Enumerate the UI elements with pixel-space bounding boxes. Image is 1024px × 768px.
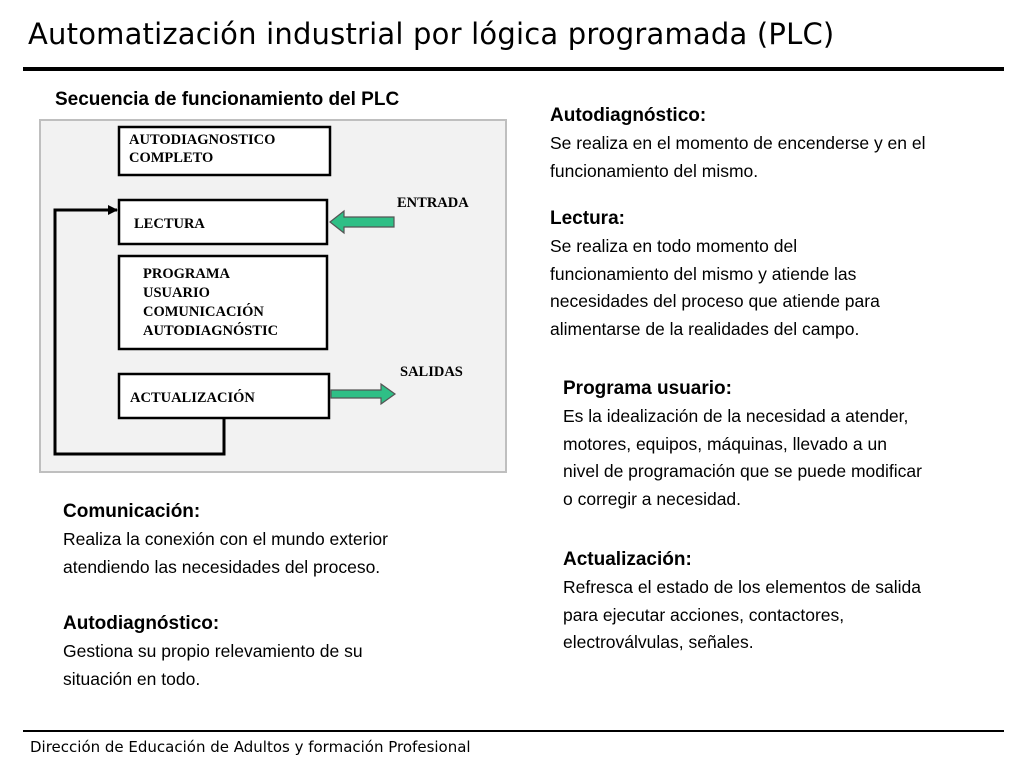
comunicacion-block	[63, 498, 388, 581]
box-programa-line-3: COMUNICACIÓN	[143, 304, 264, 320]
programa-usuario-title: Programa usuario:	[563, 378, 732, 399]
svg-text:ACTUALIZACIÓN	[130, 389, 255, 406]
autodiagnostico-block	[550, 102, 926, 185]
box-autodiagnostico-line-1: AUTODIAGNOSTICO	[129, 132, 276, 148]
output-label: SALIDAS	[400, 364, 463, 380]
box-actualizacion-line-1: ACTUALIZACIÓN	[130, 390, 255, 406]
programa-usuario-text: Es la idealización de la necesidad a atender, motores, equipos, máquinas, llevado a un nivel de programación que se puede modificar o corregir a necesidad.	[563, 406, 922, 509]
footer-rule	[23, 730, 1004, 732]
box-autodiagnostico-line-2: COMPLETO	[129, 150, 214, 166]
lectura-text: Se realiza en todo momento del funcionamiento del mismo y atiende las necesidades del proceso que atiende para alimentarse de la realidades del campo.	[550, 236, 880, 339]
input-label: ENTRADA	[397, 195, 469, 211]
autodiagnostico-text: Se realiza en el momento de encenderse y en el funcionamiento del mismo.	[550, 133, 926, 181]
autodiagnostico-gestion-text: Gestiona su propio relevamiento de su situación en todo.	[63, 641, 363, 689]
comunicacion-title: Comunicación:	[63, 501, 201, 522]
actualizacion-text: Refresca el estado de los elementos de salida para ejecutar acciones, contactores, electroválvulas, señales.	[563, 577, 921, 652]
actualizacion-block	[563, 546, 921, 657]
box-lectura-line-1: LECTURA	[134, 216, 205, 232]
section-heading: Secuencia de funcionamiento del PLC	[55, 89, 400, 110]
footer-text: Dirección de Educación de Adultos y formación Profesional	[30, 738, 471, 756]
comunicacion-text: Realiza la conexión con el mundo exterior atendiendo las necesidades del proceso.	[63, 529, 388, 577]
actualizacion-title: Actualización:	[563, 549, 692, 570]
plc-sequence-diagram	[38, 118, 508, 474]
box-programa-line-1: PROGRAMA	[143, 266, 230, 282]
title-underline	[23, 67, 1004, 71]
lectura-block	[550, 205, 880, 343]
slide-title: Automatización industrial por lógica programada (PLC)	[28, 17, 835, 51]
box-programa-line-4: AUTODIAGNÓSTIC	[143, 323, 279, 339]
box-programa-line-2: USUARIO	[143, 285, 210, 301]
lectura-title: Lectura:	[550, 208, 625, 229]
autodiagnostico-gestion-title: Autodiagnóstico:	[63, 613, 220, 634]
svg-text:LECTURA	[134, 216, 205, 232]
plc-sequence-svg	[38, 118, 508, 474]
autodiagnostico-gestion-block	[63, 610, 363, 693]
autodiagnostico-title: Autodiagnóstico:	[550, 105, 707, 126]
programa-usuario-block	[563, 375, 922, 513]
